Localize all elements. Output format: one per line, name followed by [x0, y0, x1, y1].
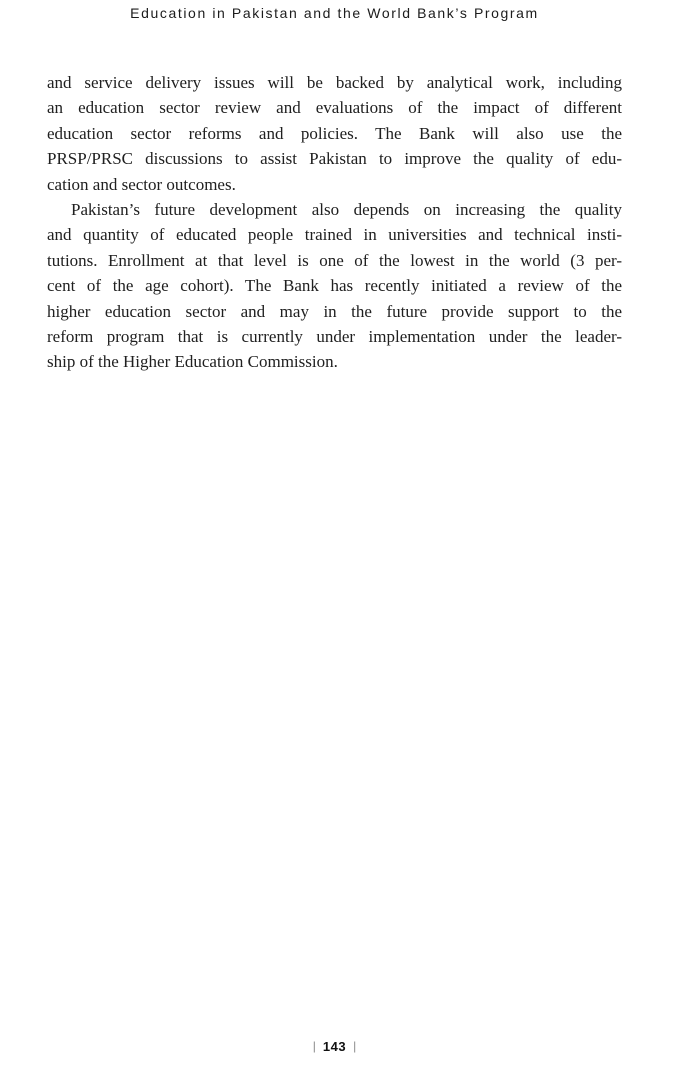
text-line: education sector reforms and policies. The Bank will also use the: [47, 123, 622, 143]
page-number-value: 143: [322, 1039, 347, 1054]
text-line: PRSP/PRSC discussions to assist Pakistan to improve the quality of edu-: [47, 149, 622, 169]
text-line: ship of the Higher Education Commission.: [47, 352, 338, 372]
text-line: cent of the age cohort). The Bank has recently initiated a review of the: [47, 276, 622, 296]
text-line: and quantity of educated people trained in universities and technical insti-: [47, 225, 622, 245]
text-line: higher education sector and may in the future provide support to the: [47, 301, 622, 321]
paragraph-1: [47, 70, 622, 197]
text-line: an education sector review and evaluations of the impact of different: [47, 98, 622, 118]
running-head: Education in Pakistan and the World Bank’s Program: [130, 5, 539, 21]
text-line: Pakistan’s future development also depends on increasing the quality: [71, 199, 622, 219]
folio-bar-right: |: [353, 1039, 357, 1053]
body-text: [47, 70, 622, 375]
text-line: reform program that is currently under implementation under the leader-: [47, 326, 622, 346]
folio-bar-left: |: [312, 1039, 316, 1053]
text-line: tutions. Enrollment at that level is one of the lowest in the world (3 per-: [47, 250, 622, 270]
text-line: cation and sector outcomes.: [47, 174, 236, 194]
text-line: and service delivery issues will be backed by analytical work, including: [47, 73, 622, 92]
page-number: [47, 1039, 622, 1054]
paragraph-2: [47, 197, 622, 375]
